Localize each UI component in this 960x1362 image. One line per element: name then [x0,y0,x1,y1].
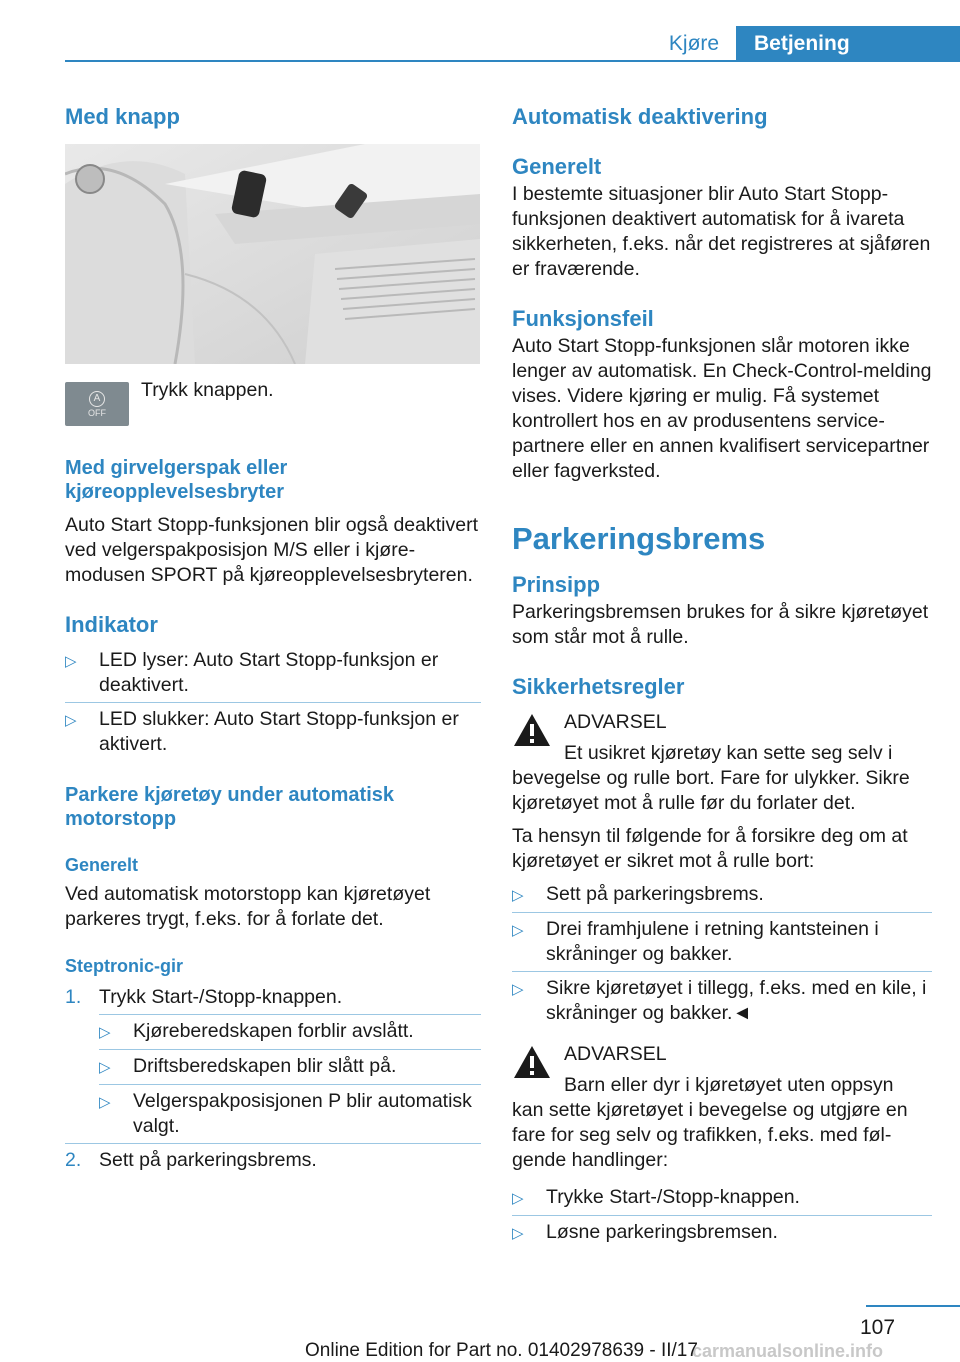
substep-item: ▷ Velgerspakposisjonen P blir automatisk valgt. [99,1090,472,1137]
consider-paragraph: Ta hensyn til følgende for å forsikre deg om at kjøretøyet er sikret mot å rulle bort: [512,825,908,872]
general-paragraph-right: I bestemte situasjoner blir Auto Start Stopp-funksjonen deaktivert automatisk for å ivareta sikkerheten, f.eks. når det registreres at sjåføren er fraværende. [512,183,931,280]
heading-automatisk-deaktivering: Automatisk deaktivering [512,104,768,129]
heading-girvelgerspak: Med girvelgerspak eller kjøreopplevelsesbryter [65,457,288,503]
header-tab-betjening[interactable]: Betjening [736,26,960,62]
edition-footer: Online Edition for Part no. 01402978639 - II/17 [305,1340,698,1361]
step-item: 2. Sett på parkeringsbrems. [65,1149,317,1171]
heading-steptronic: Steptronic-gir [65,956,184,976]
general-paragraph-left: Ved automatisk motorstopp kan kjøretøyet parkeres trygt, f.eks. for å forlate det. [65,883,431,930]
triangle-bullet-icon: ▷ [512,981,524,998]
triangle-bullet-icon: ▷ [512,887,524,904]
button-instruction [65,379,481,426]
list-item: ▷ Løsne parkeringsbremsen. [512,1216,932,1250]
list-item: ▷ Trykke Start-/Stopp-knappen. [512,1181,932,1215]
warning-title: ADVARSEL [564,711,667,733]
warning-triangle-icon [512,712,552,748]
indicator-list [65,644,481,761]
warning-text: kan sette kjøretøyet i bevegelse og utgjøre en fare for seg selv og trafikken, f.eks. med følgende handlinger: [512,1099,908,1171]
step-item: 1. Trykk Start-/Stopp-knappen. [65,986,343,1008]
triangle-bullet-icon: ▷ [99,1024,111,1041]
principle-paragraph: Parkeringsbremsen brukes for å sikre kjøretøyet som står mot å rulle. [512,601,929,648]
fault-paragraph: Auto Start Stopp-funksjonen slår motoren ikke lenger av automatisk. En Check-Control-melding vises. Videre kjøring er mulig. Få systemet kontrollert hos en av produsentens servicepartnere eller en annen kvalifisert servicepartner eller fagverksted. [512,335,932,482]
auto-start-stop-off-icon: A OFF [65,382,129,426]
press-button-text: Trykk knappen. [141,379,274,401]
heading-generelt-left: Generelt [65,855,139,875]
list-item: ▷ Sikre kjøretøyet i tillegg, f.eks. med en kile, i skråninger og bakker.◄ [512,977,927,1024]
watermark: carmanualsonline.info [692,1341,884,1361]
page-number: 107 [860,1316,896,1339]
heading-parkere-kjoretoy: Parkere kjøretøy under automatisk motorstopp [65,784,395,830]
triangle-bullet-icon: ▷ [512,922,524,939]
warning-text-first-line: Et usikret kjøretøy kan sette seg selv i [564,742,893,764]
heading-parkeringsbrems: Parkeringsbrems [512,521,766,556]
list-item: ▷ LED lyser: Auto Start Stopp-funksjon er deaktivert. [65,649,439,696]
triangle-bullet-icon: ▷ [65,653,77,670]
warning-box-1 [512,710,932,766]
triangle-bullet-icon: ▷ [512,1190,524,1207]
heading-med-knapp: Med knapp [65,104,180,129]
left-column [65,100,481,1177]
list-item: ▷ LED slukker: Auto Start Stopp-funksjon er aktivert. [65,708,459,755]
warning-box-2 [512,1042,932,1098]
substep-item: ▷ Driftsberedskapen blir slått på. [65,1050,481,1084]
substep-list [65,1014,481,1143]
warning-title: ADVARSEL [564,1043,667,1065]
heading-prinsipp: Prinsipp [512,572,601,597]
footer-rule [866,1305,960,1307]
triangle-bullet-icon: ▷ [99,1059,111,1076]
dashboard-photo [65,144,480,364]
selector-paragraph: Auto Start Stopp-funksjonen blir også deaktivert ved velgerspakposisjon M/S eller i kjøremodusen SPORT på kjøreopplevelsesbryteren. [65,514,478,586]
steptronic-steps [65,981,481,1177]
warning-triangle-icon [512,1044,552,1080]
heading-generelt-right: Generelt [512,154,602,179]
list-item: ▷ Drei framhjulene i retning kantsteinen i skråninger og bakker. [512,918,879,965]
warning-text-first-line: Barn eller dyr i kjøretøyet uten oppsyn [564,1074,894,1096]
heading-indikator: Indikator [65,612,158,637]
list-item: ▷ Sett på parkeringsbrems. [512,878,932,912]
header-rule [65,60,960,62]
right-column [512,100,932,1250]
triangle-bullet-icon: ▷ [512,1225,524,1242]
header-tab-kjore[interactable]: Kjøre [668,32,720,55]
consider-list [512,878,932,1030]
heading-sikkerhetsregler: Sikkerhetsregler [512,674,685,699]
warning-text: bevegelse og rulle bort. Fare for ulykker. Sikre kjøretøyet mot å rulle før du forlater det. [512,767,910,814]
heading-funksjonsfeil: Funksjonsfeil [512,306,654,331]
triangle-bullet-icon: ▷ [65,712,77,729]
substep-item: ▷ Kjøreberedskapen forblir avslått. [65,1015,481,1049]
triangle-bullet-icon: ▷ [99,1094,111,1111]
action-list [512,1181,932,1250]
